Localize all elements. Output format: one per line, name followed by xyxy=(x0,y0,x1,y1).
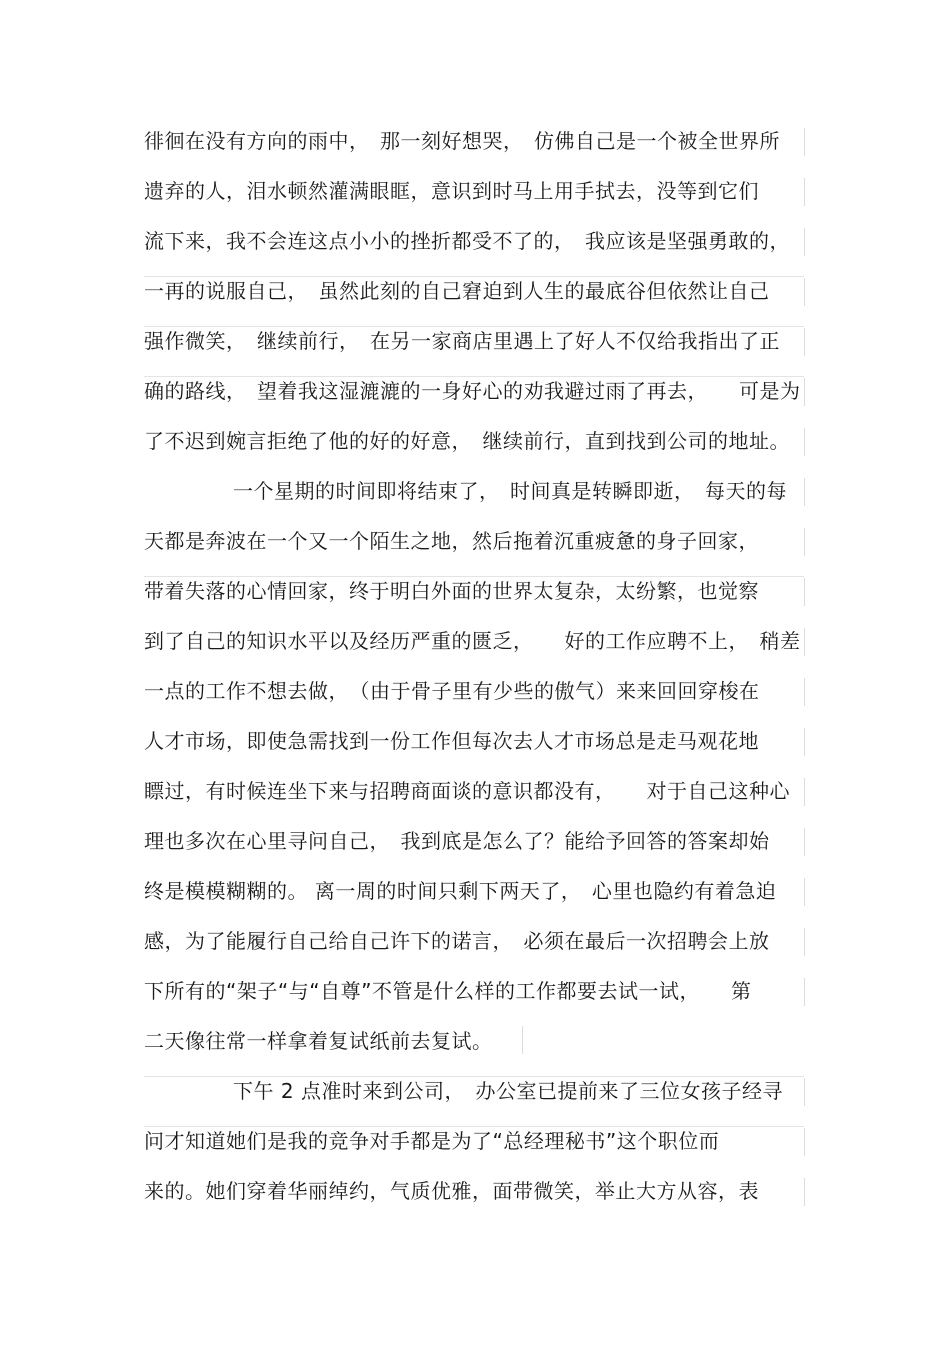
cell-rule xyxy=(144,1126,804,1127)
cell-edge xyxy=(804,178,805,206)
paragraph-3-line-3: 来的。她们穿着华丽绰约，气质优雅，面带微笑，举止大方从容，表 xyxy=(144,1179,759,1203)
paragraph-3-line-2: 问才知道她们是我的竞争对手都是为了“总经理秘书”这个职位而 xyxy=(144,1129,720,1153)
paragraph-1-line-6: 确的路线， 望着我这湿漉漉的一身好心的劝我避过雨了再去， 可是为 xyxy=(144,379,801,403)
paragraph-1-line-2: 遗弃的人，泪水顿然灌满眼眶，意识到时马上用手拭去，没等到它们 xyxy=(144,179,759,203)
paragraph-2-line-3: 带着失落的心情回家，终于明白外面的世界太复杂，太纷繁，也觉察 xyxy=(144,579,759,603)
cell-edge xyxy=(804,1128,805,1156)
cell-edge xyxy=(804,878,805,906)
cell-edge xyxy=(804,1078,805,1106)
paragraph-1-line-5: 强作微笑， 继续前行， 在另一家商店里遇上了好人不仅给我指出了正 xyxy=(144,329,780,353)
cell-edge xyxy=(804,978,805,1006)
cell-edge xyxy=(804,778,805,806)
cell-edge xyxy=(804,828,805,856)
paragraph-2-line-9: 终是模模糊糊的。 离一周的时间只剩下两天了， 心里也隐约有着急迫 xyxy=(144,879,777,903)
cell-edge xyxy=(804,928,805,956)
cell-edge xyxy=(804,728,805,756)
cell-edge xyxy=(804,328,805,356)
paragraph-1-line-3: 流下来，我不会连这点小小的挫折都受不了的， 我应该是坚强勇敢的， xyxy=(144,229,790,253)
cell-rule xyxy=(144,576,804,577)
cell-edge xyxy=(804,1178,805,1206)
paragraph-2-line-5: 一点的工作不想去做， （由于骨子里有少些的傲气）来来回回穿梭在 xyxy=(144,679,760,703)
cell-edge xyxy=(804,578,805,606)
cell-edge xyxy=(804,228,805,256)
cell-rule xyxy=(144,376,804,377)
paragraph-1-line-7: 了不迟到婉言拒绝了他的好的好意， 继续前行，直到找到公司的地址。 xyxy=(144,429,790,453)
cell-rule xyxy=(144,326,804,327)
paragraph-2-line-7: 瞟过，有时候连坐下来与招聘商面谈的意识都没有， 对于自己这种心 xyxy=(144,779,790,803)
cell-edge xyxy=(804,528,805,556)
paragraph-2-line-12: 二天像往常一样拿着复试纸前去复试。 xyxy=(144,1029,493,1053)
paragraph-2-line-2: 天都是奔波在一个又一个陌生之地，然后拖着沉重疲惫的身子回家， xyxy=(144,529,759,553)
paragraph-2-line-8: 理也多次在心里寻问自己， 我到底是怎么了？能给予回答的答案却始 xyxy=(144,829,770,853)
paragraph-2-line-6: 人才市场，即使急需找到一份工作但每次去人才市场总是走马观花地 xyxy=(144,729,759,753)
paragraph-2-line-11: 下所有的“架子“与“自尊”不管是什么样的工作都要去试一试， 第 xyxy=(144,979,752,1003)
cell-edge xyxy=(804,628,805,656)
paragraph-1-line-4: 一再的说服自己， 虽然此刻的自己窘迫到人生的最底谷但依然让自己 xyxy=(144,279,770,303)
cell-rule xyxy=(144,276,804,277)
cell-rule xyxy=(144,1076,804,1077)
cell-edge xyxy=(804,478,805,506)
cell-edge xyxy=(804,678,805,706)
paragraph-2-line-10: 感，为了能履行自己给自己许下的诺言， 必须在最后一次招聘会上放 xyxy=(144,929,770,953)
cell-edge xyxy=(804,428,805,456)
paragraph-3-line-1: 下午 2 点准时来到公司， 办公室已提前来了三位女孩子经寻 xyxy=(233,1079,783,1103)
cell-edge xyxy=(804,378,805,406)
cell-edge xyxy=(804,278,805,306)
paragraph-2-line-1: 一个星期的时间即将结束了， 时间真是转瞬即逝， 每天的每 xyxy=(233,479,787,503)
cell-edge xyxy=(804,128,805,156)
cell-edge xyxy=(522,1026,523,1054)
paragraph-1-line-1: 徘徊在没有方向的雨中， 那一刻好想哭， 仿佛自己是一个被全世界所 xyxy=(144,129,780,153)
paragraph-2-line-4: 到了自己的知识水平以及经历严重的匮乏， 好的工作应聘不上， 稍差 xyxy=(144,629,801,653)
